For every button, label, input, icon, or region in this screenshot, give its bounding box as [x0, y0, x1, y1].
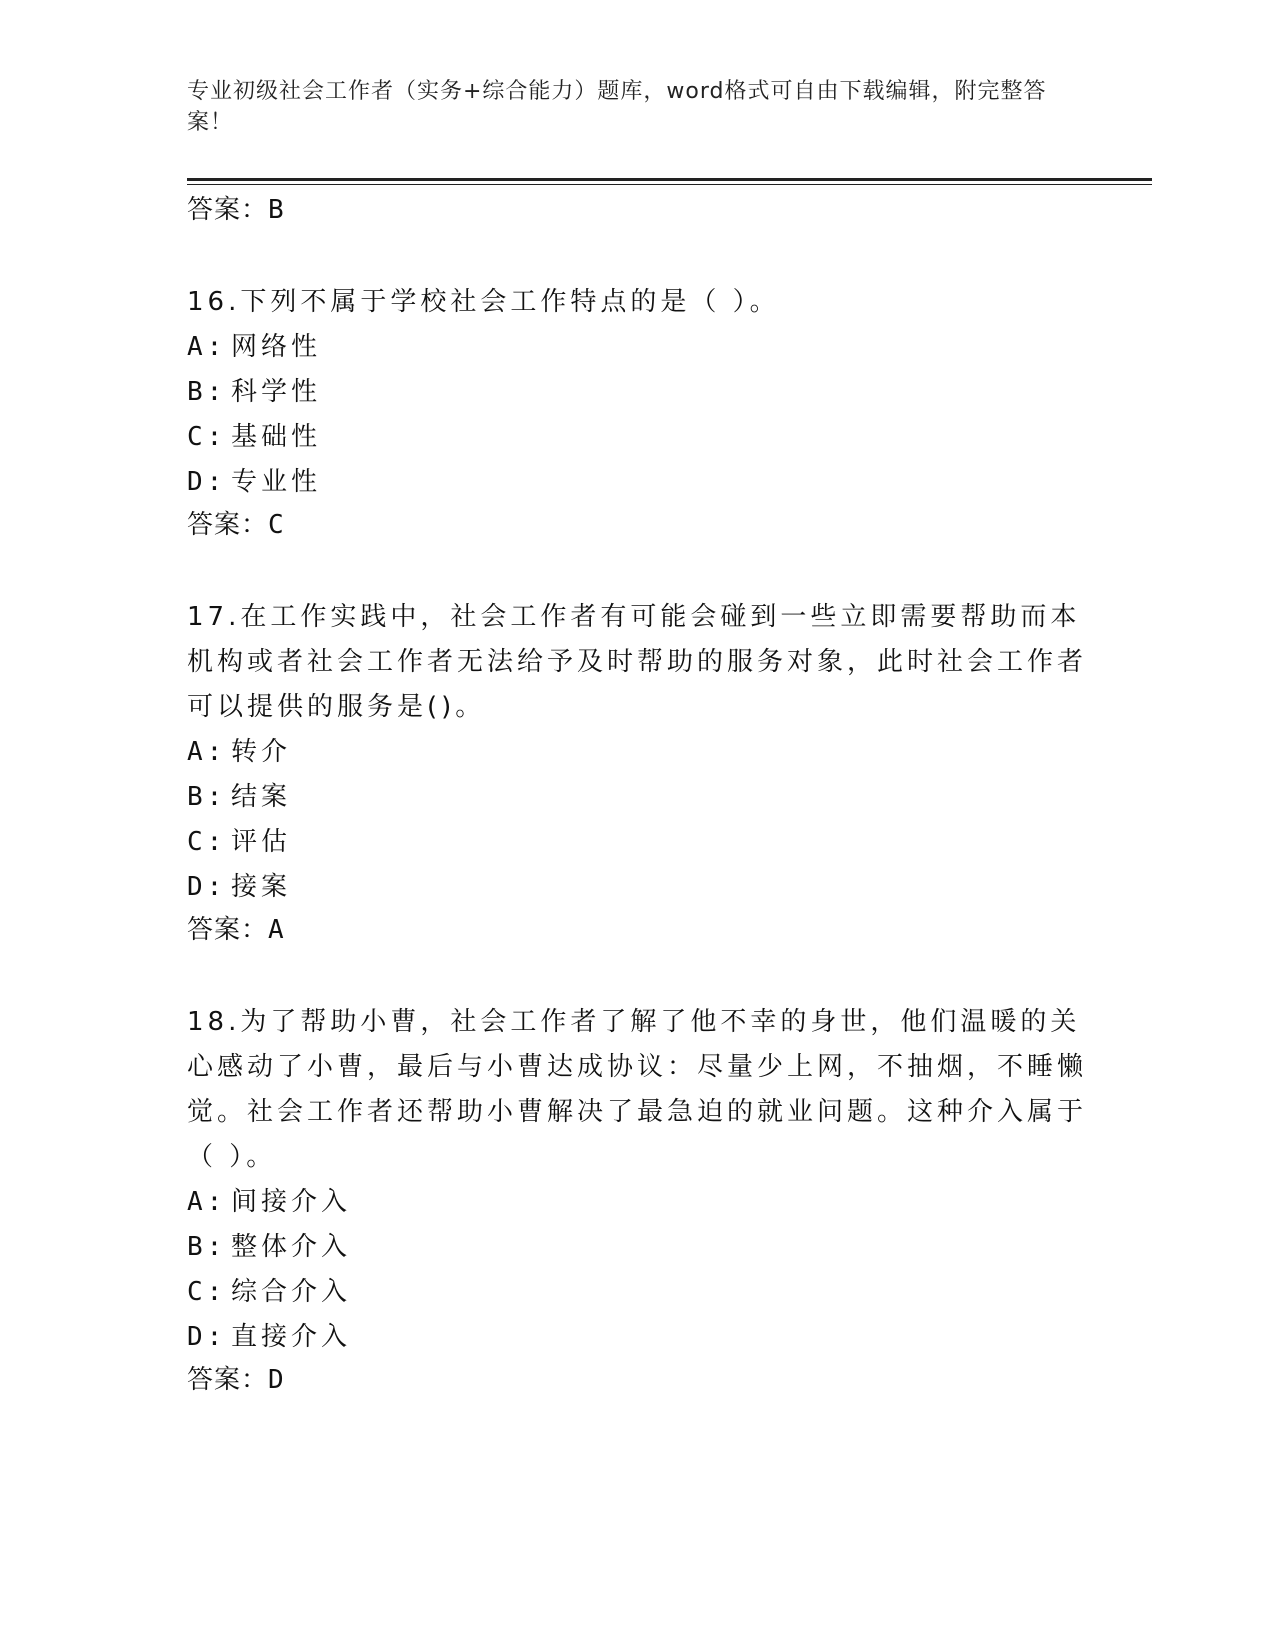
option-text: 结案 [231, 782, 292, 812]
answer-line [187, 1360, 1087, 1406]
answer-label: 答案： [187, 915, 269, 945]
answer-label: 答案： [187, 510, 269, 540]
option-letter: A: [187, 1187, 227, 1217]
answer-line [187, 910, 1087, 956]
option-letter: C: [187, 1277, 227, 1307]
header-rule-thin [187, 184, 1152, 185]
option-letter: D: [187, 467, 227, 497]
option-letter: C: [187, 827, 227, 857]
option-text: 综合介入 [231, 1277, 352, 1307]
answer-value: D [268, 1365, 285, 1395]
answer-label: 答案： [187, 1365, 269, 1395]
option-letter: A: [187, 737, 227, 767]
option-d [187, 1315, 1087, 1360]
option-text: 间接介入 [231, 1187, 352, 1217]
answer-label: 答案： [187, 195, 269, 225]
option-a [187, 730, 1087, 775]
option-c [187, 820, 1087, 865]
question-list [187, 190, 1087, 1406]
option-text: 基础性 [231, 422, 322, 452]
answer-line [187, 505, 1087, 551]
question-text: 16.下列不属于学校社会工作特点的是（ ）。 [187, 287, 780, 317]
option-d [187, 865, 1087, 910]
option-a [187, 325, 1087, 370]
option-letter: A: [187, 332, 227, 362]
question-17 [187, 595, 1087, 956]
option-letter: D: [187, 1322, 227, 1352]
option-c [187, 1270, 1087, 1315]
option-letter: C: [187, 422, 227, 452]
option-letter: B: [187, 782, 227, 812]
question-text: 17.在工作实践中，社会工作者有可能会碰到一些立即需要帮助而本机构或者社会工作者无法给予及时帮助的服务对象，此时社会工作者可以提供的服务是()。 [187, 602, 1088, 722]
option-a [187, 1180, 1087, 1225]
option-b [187, 370, 1087, 415]
option-text: 直接介入 [231, 1322, 352, 1352]
option-text: 评估 [231, 827, 292, 857]
option-text: 专业性 [231, 467, 322, 497]
option-letter: D: [187, 872, 227, 902]
option-b [187, 1225, 1087, 1270]
question-text: 18.为了帮助小曹，社会工作者了解了他不幸的身世，他们温暖的关心感动了小曹，最后与小曹达成协议：尽量少上网，不抽烟，不睡懒觉。社会工作者还帮助小曹解决了最急迫的就业问题。这种介入属于（ ）。 [187, 1007, 1088, 1172]
answer-value: A [268, 915, 285, 945]
option-b [187, 775, 1087, 820]
option-c [187, 415, 1087, 460]
question-18 [187, 1000, 1087, 1406]
answer-value: C [268, 510, 285, 540]
option-text: 科学性 [231, 377, 322, 407]
option-text: 整体介入 [231, 1232, 352, 1262]
question-16 [187, 280, 1087, 551]
document-header: 专业初级社会工作者（实务+综合能力）题库，word格式可自由下载编辑，附完整答案！ [187, 79, 1047, 135]
option-letter: B: [187, 377, 227, 407]
option-letter: B: [187, 1232, 227, 1262]
option-text: 网络性 [231, 332, 322, 362]
answer-value: B [268, 195, 285, 225]
answer-line [187, 190, 1087, 236]
header-rule-thick [187, 178, 1152, 181]
option-text: 转介 [231, 737, 292, 767]
option-text: 接案 [231, 872, 292, 902]
option-d [187, 460, 1087, 505]
